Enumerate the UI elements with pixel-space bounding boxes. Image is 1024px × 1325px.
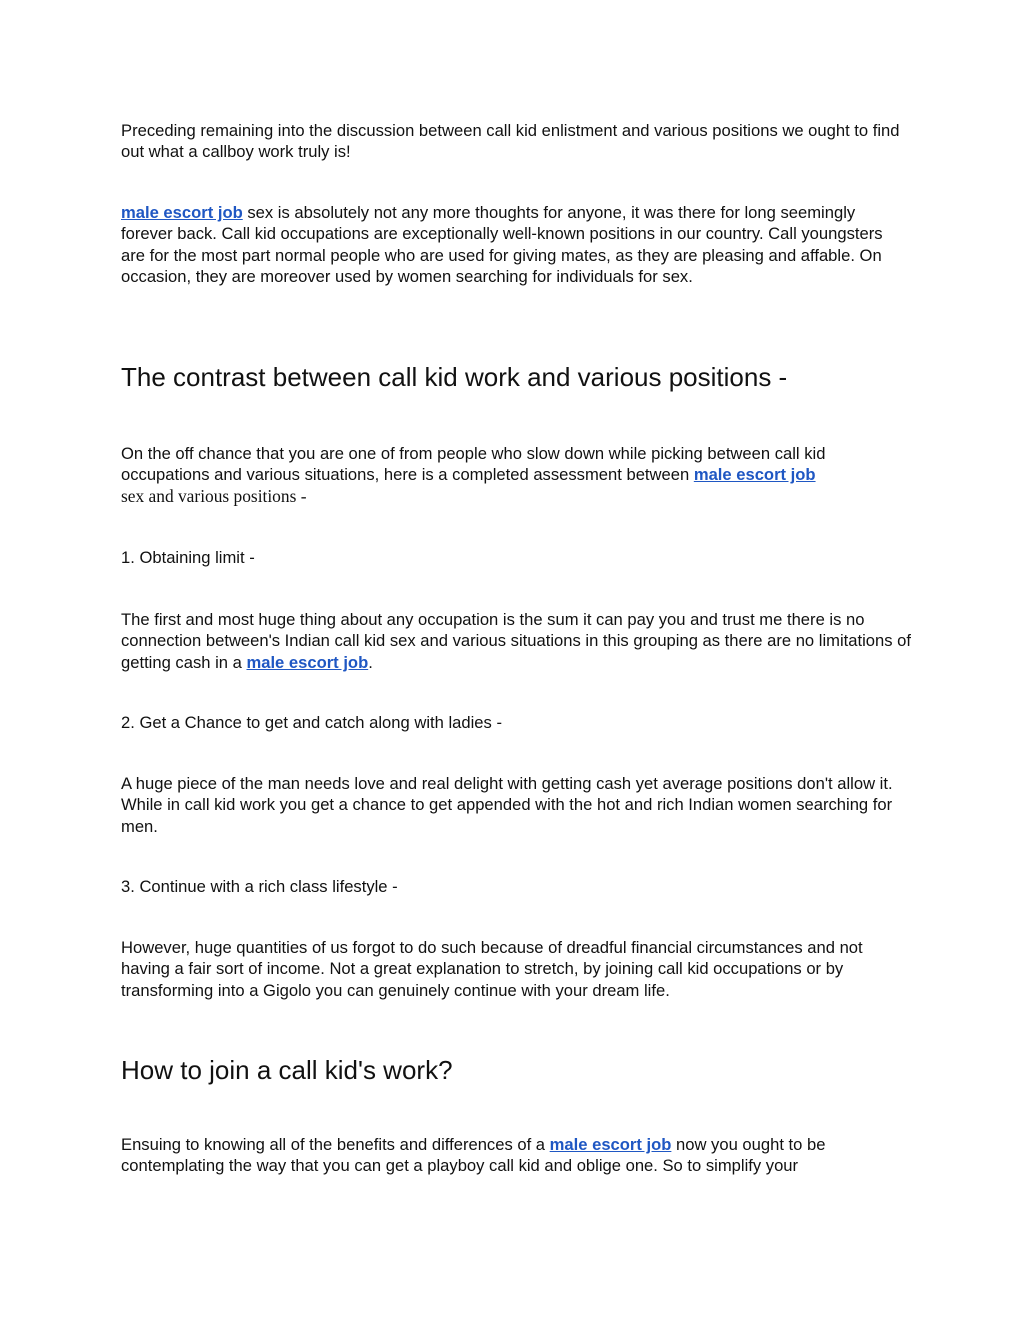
pay-paragraph [121, 609, 911, 673]
male-escort-job-link[interactable]: male escort job [121, 203, 243, 222]
benefits-tail-text: now you ought to be contemplating the way that you can get a playboy call kid and oblige one. So to simplify your [121, 1135, 826, 1176]
escort-job-paragraph [121, 202, 911, 288]
male-escort-job-link[interactable]: male escort job [246, 652, 369, 672]
intro-text: Preceding remaining into the discussion between call kid enlistment and various positions we ought to find out what a callboy work truly is! [121, 121, 900, 162]
pay-tail-text: . [368, 652, 373, 672]
benefits-text: Ensuing to knowing all of the benefits and differences of a [121, 1135, 550, 1154]
list-item-obtaining-limit [121, 547, 911, 568]
how-to-join-heading: How to join a call kid's work? [121, 1055, 453, 1085]
male-escort-job-link[interactable]: male escort job [693, 465, 816, 485]
love-text: A huge piece of the man needs love and real delight with getting cash yet average positions don't allow it. While in call kid work you get a chance to get appended with the hot and rich Indian women searching for men. [121, 774, 893, 836]
male-escort-job-link[interactable]: male escort job [549, 1135, 672, 1154]
benefits-paragraph [121, 1134, 911, 1177]
list-item-label: 1. Obtaining limit - [121, 548, 255, 567]
list-item-chance-ladies [121, 712, 911, 733]
list-item-label: 2. Get a Chance to get and catch along with ladies - [121, 713, 502, 732]
escort-job-text: sex is absolutely not any more thoughts for anyone, it was there for long seemingly forever back. Call kid occupations are exceptionally well-known positions in our country. Call youngsters are for the most part normal people who are used for giving mates, as they are pleasing and affable. On occasion, they are moreover used by women searching for individuals for sex. [121, 203, 883, 287]
list-item-label: 3. Continue with a rich class lifestyle - [121, 877, 398, 896]
contrast-heading: The contrast between call kid work and various positions - [121, 362, 788, 392]
income-paragraph [121, 937, 911, 1001]
assessment-text: On the off chance that you are one of from people who slow down while picking between call kid occupations and various situations, here is a completed assessment between [121, 444, 826, 485]
pay-text: The first and most huge thing about any occupation is the sum it can pay you and trust me there is no connection between's Indian call kid sex and various situations in this grouping as there are no limitations of getting cash in a [121, 610, 911, 672]
assessment-paragraph [121, 443, 911, 507]
assessment-tail-text: sex and various positions - [121, 485, 307, 506]
love-paragraph [121, 773, 911, 837]
income-text: However, huge quantities of us forgot to do such because of dreadful financial circumstances and not having a fair sort of income. Not a great explanation to stretch, by joining call kid occupations or by transforming into a Gigolo you can genuinely continue with your dream life. [121, 938, 863, 1000]
intro-paragraph [121, 120, 911, 163]
list-item-rich-lifestyle [121, 876, 911, 897]
